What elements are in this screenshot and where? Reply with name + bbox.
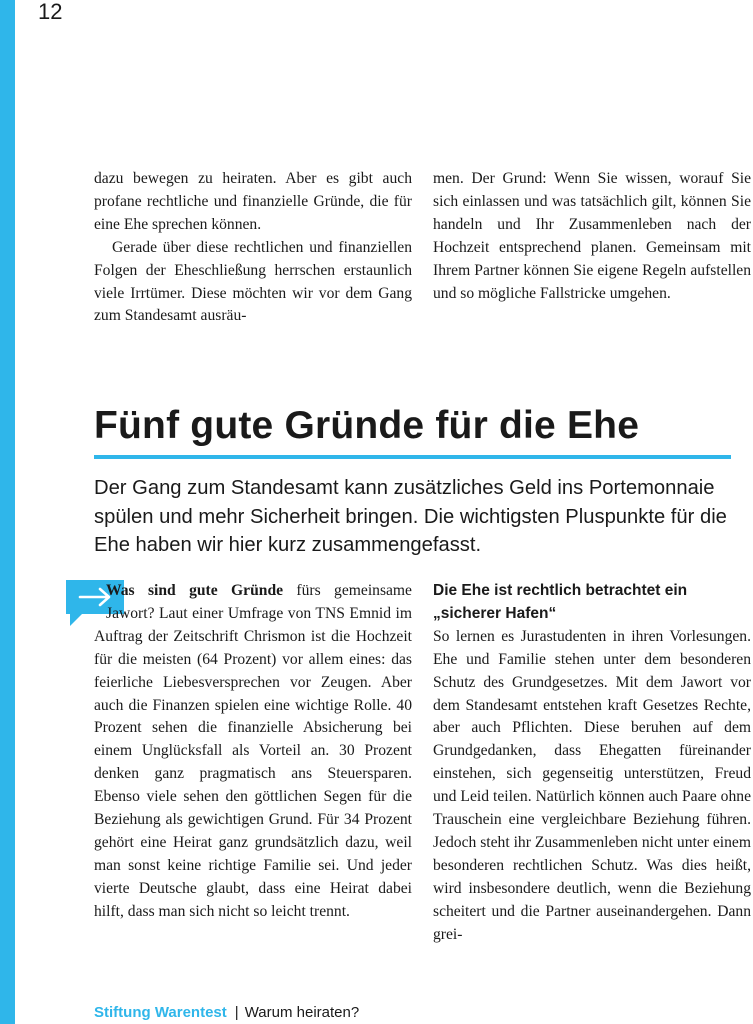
body-left-text: fürs gemeinsame Jawort? Laut einer Umfrage von TNS Emnid im Auftrag der Zeitschrift Chrismon ist die Hochzeit für die meisten (64 Prozent) vor allem eines: das feierliche Liebesversprechen vor Zeugen. Aber auch die Finanzen spielen eine wichtige Rolle. 40 Prozent sehen die finanzielle Absicherung bei einem Unglücksfall als Vorteil an. 30 Prozent denken ganz pragmatisch ans Steuersparen. Ebenso viele sehen den göttlichen Segen für die Beziehung als gewichtigen Grund. Für 34 Prozent gehört eine Heirat ganz grundsätzlich dazu, weil man sonst keine richtige Familie sei. Und jeder vierte Deutsche glaubt, dass eine Heirat dabei hilft, dass man sich nicht so leicht trennt.	[94, 582, 412, 920]
intro-column-right	[433, 168, 751, 305]
article-headline: Fünf gute Gründe für die Ehe	[94, 404, 640, 447]
intro-left-paragraph-1: dazu bewegen zu heiraten. Aber es gibt auch profane rechtliche und finanzielle Gründe, die für eine Ehe sprechen können.	[94, 170, 412, 233]
intro-left-paragraph-2: Gerade über diese rechtlichen und finanziellen Folgen der Eheschließung herrschen erstaunlich viele Irrtümer. Diese möchten wir vor dem Gang zum Standesamt ausräu-	[94, 238, 412, 325]
body-left-bold-lead: Was sind gute Gründe	[106, 582, 284, 599]
body-right-paragraph: So lernen es Jurastudenten in ihren Vorlesungen. Ehe und Familie stehen unter dem besonderen Schutz des Grundgesetzes. Mit dem Jawort vor dem Standesamt entstehen kraft Gesetzes Rechte, aber auch Pflichten. Diese beruhen auf dem Grundgedanken, dass Ehegatten füreinander einstehen, sich gegenseitig unterstützen, Freud und Leid teilen. Natürlich können auch Paare ohne Trauschein eine vergleichbare Beziehung führen. Jedoch steht ihr Zusammenleben nicht unter einem besonderen rechtlichen Schutz. Was dies heißt, wird insbesondere deutlich, wenn die Beziehung scheitert und die Partner auseinandergehen. Dann grei-	[433, 627, 751, 943]
body-left-paragraph	[94, 580, 412, 924]
body-right-subhead: Die Ehe ist rechtlich betrachtet ein „sicherer Hafen“	[433, 582, 688, 622]
footer-title: Warum heiraten?	[244, 1004, 360, 1021]
intro-right-paragraph-1: men. Der Grund: Wenn Sie wissen, worauf Sie sich einlassen und was tatsächlich gilt, können Sie handeln und Ihr Zusammenleben nach der Hochzeit entsprechend planen. Gemeinsam mit Ihrem Partner können Sie eigene Regeln aufstellen und so mögliche Fallstricke umgehen.	[433, 170, 751, 302]
footer-separator: |	[234, 1004, 239, 1021]
page-edge-bar	[0, 0, 15, 1024]
page-number: 12	[38, 0, 63, 24]
page-footer	[94, 1003, 359, 1023]
intro-column-left	[94, 168, 412, 328]
headline-rule	[94, 455, 731, 459]
footer-brand: Stiftung Warentest	[94, 1004, 227, 1021]
body-column-right	[433, 580, 751, 947]
article-lead: Der Gang zum Standesamt kann zusätzliches Geld ins Portemonnaie spülen und mehr Sicherheit bringen. Die wichtigsten Pluspunkte für die Ehe haben wir hier kurz zusammengefasst.	[94, 477, 727, 556]
body-column-left	[94, 580, 412, 924]
